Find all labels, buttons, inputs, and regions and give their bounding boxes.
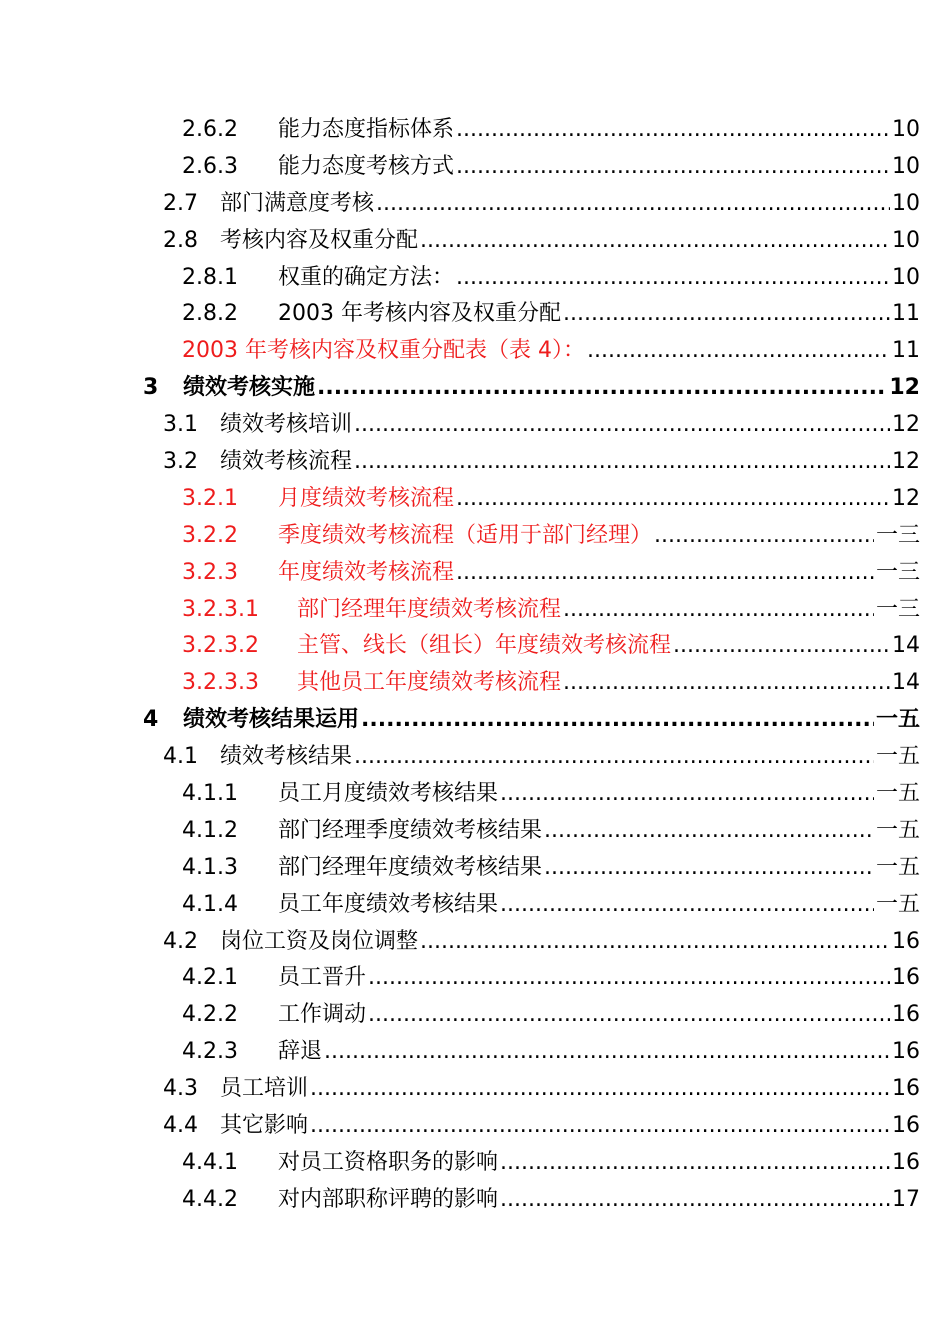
toc-leader-dots xyxy=(324,1034,890,1071)
toc-leader-dots xyxy=(544,813,874,850)
toc-entry-number: 4.4.1 xyxy=(182,1149,238,1175)
toc-leader-dots xyxy=(310,1071,890,1108)
toc-entry-title: 员工月度绩效考核结果 xyxy=(278,781,499,807)
toc-entry-title: 辞退 xyxy=(278,1039,323,1065)
toc-entry-page: 一三 xyxy=(875,596,920,622)
toc-entry-number: 2.8 xyxy=(163,227,198,253)
toc-entry-number: 3.2.3 xyxy=(182,559,238,585)
toc-entry-number: 3.2.1 xyxy=(182,485,238,511)
toc-entry-4-2[interactable] xyxy=(0,924,950,961)
toc-entry-number: 4.3 xyxy=(163,1076,198,1102)
toc-leader-dots xyxy=(354,739,874,776)
toc-entry-page: 17 xyxy=(892,1186,920,1212)
toc-entry-page: 一五 xyxy=(875,744,920,770)
toc-entry-title: 2003 年考核内容及权重分配表（表 4）： xyxy=(182,338,585,364)
toc-entry-4-3[interactable] xyxy=(0,1071,950,1108)
toc-leader-dots xyxy=(368,960,890,997)
toc-entry-title: 绩效考核培训 xyxy=(220,412,353,438)
toc-leader-dots xyxy=(673,628,890,665)
toc-entry-page: 14 xyxy=(892,670,920,696)
toc-entry-number: 4.2.2 xyxy=(182,1002,238,1028)
toc-leader-dots xyxy=(456,555,874,592)
toc-entry-page: 10 xyxy=(892,117,920,142)
toc-entry-table-4-caption[interactable] xyxy=(0,333,950,370)
toc-entry-page: 12 xyxy=(892,412,920,438)
toc-leader-dots xyxy=(456,481,890,518)
toc-entry-4-2-3[interactable] xyxy=(0,1034,950,1071)
toc-entry-number: 4.2.1 xyxy=(182,965,238,991)
toc-entry-title: 对员工资格职务的影响 xyxy=(278,1149,499,1175)
toc-entry-3-1[interactable] xyxy=(0,407,950,444)
toc-leader-dots xyxy=(500,887,874,924)
toc-entry-title: 能力态度考核方式 xyxy=(278,153,455,179)
toc-entry-title: 部门满意度考核 xyxy=(220,190,375,216)
toc-leader-dots xyxy=(563,665,890,702)
toc-entry-page: 一五 xyxy=(875,817,920,843)
toc-leader-dots xyxy=(361,702,874,739)
toc-entry-title: 月度绩效考核流程 xyxy=(278,485,455,511)
toc-entry-4[interactable] xyxy=(0,702,950,739)
toc-entry-page: 10 xyxy=(892,264,920,290)
toc-entry-page: 12 xyxy=(892,449,920,475)
toc-entry-title: 对内部职称评聘的影响 xyxy=(278,1186,499,1212)
toc-entry-number: 2.6.2 xyxy=(182,117,238,142)
toc-entry-number: 4.2.3 xyxy=(182,1039,238,1065)
toc-entry-title: 员工培训 xyxy=(220,1076,309,1102)
toc-entry-title: 考核内容及权重分配 xyxy=(220,227,419,253)
toc-entry-4-4[interactable] xyxy=(0,1108,950,1145)
toc-entry-number: 4.4 xyxy=(163,1113,198,1139)
toc-leader-dots xyxy=(587,333,890,370)
toc-entry-4-4-2[interactable] xyxy=(0,1182,950,1219)
toc-leader-dots xyxy=(500,1182,890,1219)
toc-entry-2-8[interactable] xyxy=(0,223,950,260)
toc-entry-page: 16 xyxy=(892,1039,920,1065)
toc-entry-title: 绩效考核结果 xyxy=(220,744,353,770)
toc-entry-title: 部门经理年度绩效考核结果 xyxy=(278,854,543,880)
toc-entry-page: 10 xyxy=(892,190,920,216)
toc-entry-page: 14 xyxy=(892,633,920,659)
toc-entry-page: 一五 xyxy=(875,781,920,807)
toc-entry-number: 2.7 xyxy=(163,190,198,216)
toc-entry-title: 部门经理季度绩效考核结果 xyxy=(278,817,543,843)
toc-entry-3-2-2[interactable] xyxy=(0,518,950,555)
toc-entry-title: 绩效考核流程 xyxy=(220,449,353,475)
toc-entry-number: 4 xyxy=(143,707,159,733)
toc-leader-dots xyxy=(317,370,887,407)
toc-entry-title: 季度绩效考核流程（适用于部门经理） xyxy=(278,522,653,548)
toc-entry-page: 16 xyxy=(892,1076,920,1102)
toc-entry-4-1-3[interactable] xyxy=(0,850,950,887)
toc-entry-2-6-2[interactable] xyxy=(0,112,950,149)
toc-entry-number: 3.1 xyxy=(163,412,198,438)
toc-entry-2-7[interactable] xyxy=(0,186,950,223)
toc-entry-3-2-3-1[interactable] xyxy=(0,592,950,629)
toc-entry-page: 一五 xyxy=(875,707,920,733)
toc-entry-title: 员工晋升 xyxy=(278,965,367,991)
toc-entry-4-1-4[interactable] xyxy=(0,887,950,924)
toc-entry-3-2-3[interactable] xyxy=(0,555,950,592)
toc-entry-number: 4.1 xyxy=(163,744,198,770)
toc-entry-page: 16 xyxy=(892,1149,920,1175)
toc-leader-dots xyxy=(544,850,874,887)
toc-entry-title: 绩效考核结果运用 xyxy=(183,707,360,733)
toc-entry-title: 能力态度指标体系 xyxy=(278,117,455,142)
toc-entry-3[interactable] xyxy=(0,370,950,407)
toc-entry-page: 11 xyxy=(892,338,920,364)
toc-entry-3-2[interactable] xyxy=(0,444,950,481)
toc-leader-dots xyxy=(563,592,874,629)
toc-leader-dots xyxy=(420,924,890,961)
toc-entry-4-1[interactable] xyxy=(0,739,950,776)
toc-leader-dots xyxy=(500,776,874,813)
toc-entry-number: 4.4.2 xyxy=(182,1186,238,1212)
toc-entry-4-1-1[interactable] xyxy=(0,776,950,813)
toc-entry-title: 2003 年考核内容及权重分配 xyxy=(278,301,561,327)
toc-entry-title: 其它影响 xyxy=(220,1113,309,1139)
toc-entry-number: 3.2.3.1 xyxy=(182,596,259,622)
toc-entry-page: 12 xyxy=(889,375,920,401)
toc-entry-3-2-3-3[interactable] xyxy=(0,665,950,702)
toc-entry-page: 16 xyxy=(892,1113,920,1139)
toc-entry-number: 4.1.2 xyxy=(182,817,238,843)
toc-entry-number: 3.2.3.3 xyxy=(182,670,259,696)
toc-entry-title: 岗位工资及岗位调整 xyxy=(220,928,419,954)
toc-entry-3-2-3-2[interactable] xyxy=(0,628,950,665)
toc-entry-number: 4.2 xyxy=(163,928,198,954)
toc-entry-title: 部门经理年度绩效考核流程 xyxy=(297,596,562,622)
toc-entry-2-8-1[interactable] xyxy=(0,260,950,297)
toc-entry-title: 绩效考核实施 xyxy=(183,375,316,401)
toc-entry-number: 2.6.3 xyxy=(182,153,238,179)
toc-leader-dots xyxy=(310,1108,890,1145)
toc-entry-number: 3.2.2 xyxy=(182,522,238,548)
toc-entry-number: 3 xyxy=(143,375,159,401)
toc-entry-page: 16 xyxy=(892,1002,920,1028)
toc-entry-title: 主管、线长（组长）年度绩效考核流程 xyxy=(297,633,672,659)
toc-entry-4-1-2[interactable] xyxy=(0,813,950,850)
toc-leader-dots xyxy=(354,444,890,481)
toc-entry-number: 2.8.1 xyxy=(182,264,238,290)
toc-entry-title: 权重的确定方法： xyxy=(278,264,455,290)
toc-entry-number: 2.8.2 xyxy=(182,301,238,327)
toc-entry-page: 11 xyxy=(892,301,920,327)
toc-entry-page: 一三 xyxy=(875,559,920,585)
toc-entry-4-2-1[interactable] xyxy=(0,960,950,997)
toc-entry-2-6-3[interactable] xyxy=(0,149,950,186)
toc-leader-dots xyxy=(456,112,890,149)
toc-entry-number: 4.1.4 xyxy=(182,891,238,917)
toc-entry-page: 16 xyxy=(892,965,920,991)
toc-entry-page: 10 xyxy=(892,153,920,179)
toc-entry-number: 4.1.3 xyxy=(182,854,238,880)
toc-leader-dots xyxy=(354,407,890,444)
toc-entry-page: 12 xyxy=(892,485,920,511)
toc-leader-dots xyxy=(376,186,890,223)
toc-leader-dots xyxy=(563,296,890,333)
toc-leader-dots xyxy=(420,223,890,260)
toc-entry-number: 3.2 xyxy=(163,449,198,475)
toc-entry-page: 10 xyxy=(892,227,920,253)
toc-entry-title: 年度绩效考核流程 xyxy=(278,559,455,585)
toc-entry-title: 其他员工年度绩效考核流程 xyxy=(297,670,562,696)
toc-entry-title: 工作调动 xyxy=(278,1002,367,1028)
toc-entry-title: 员工年度绩效考核结果 xyxy=(278,891,499,917)
toc-entry-4-4-1[interactable] xyxy=(0,1145,950,1182)
toc-leader-dots xyxy=(654,518,874,555)
toc-entry-page: 16 xyxy=(892,928,920,954)
toc-entry-3-2-1[interactable] xyxy=(0,481,950,518)
toc-entry-page: 一三 xyxy=(875,522,920,548)
toc-leader-dots xyxy=(456,260,890,297)
toc-leader-dots xyxy=(500,1145,890,1182)
toc-entry-4-2-2[interactable] xyxy=(0,997,950,1034)
toc-entry-2-8-2[interactable] xyxy=(0,296,950,333)
table-of-contents xyxy=(0,112,950,1219)
toc-entry-number: 4.1.1 xyxy=(182,781,238,807)
toc-entry-page: 一五 xyxy=(875,891,920,917)
toc-leader-dots xyxy=(368,997,890,1034)
toc-entry-page: 一五 xyxy=(875,854,920,880)
toc-entry-number: 3.2.3.2 xyxy=(182,633,259,659)
toc-leader-dots xyxy=(456,149,890,186)
